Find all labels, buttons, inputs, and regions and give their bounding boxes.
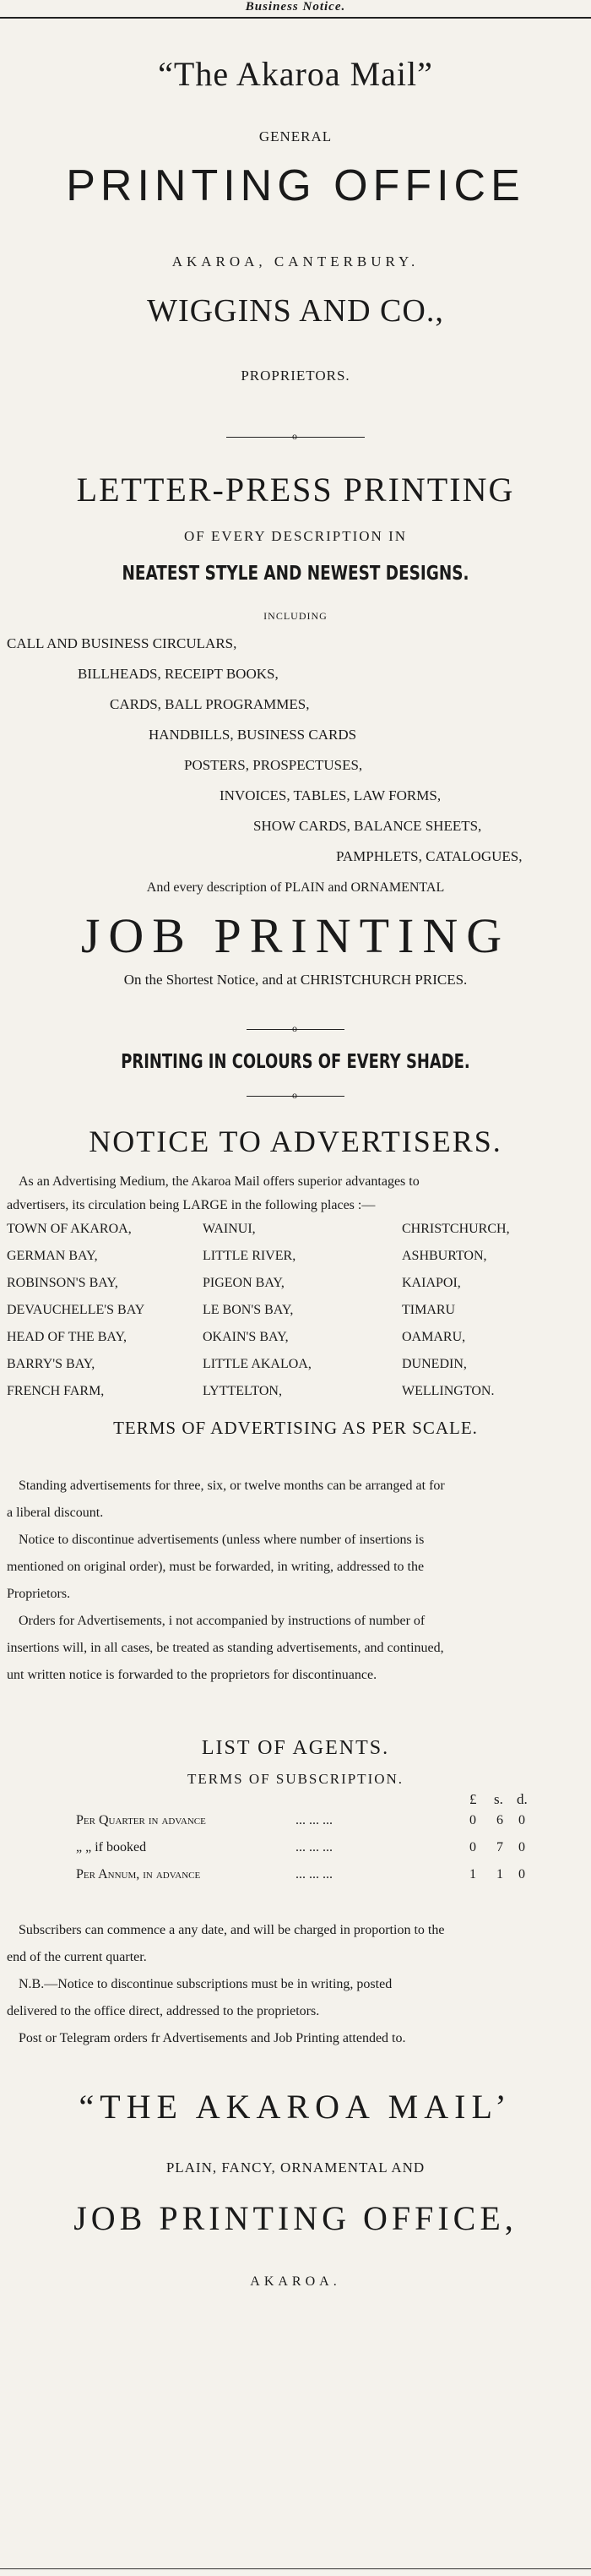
place: ROBINSON'S BAY, bbox=[7, 1276, 118, 1290]
place: LYTTELTON, bbox=[203, 1384, 282, 1398]
service-item: PAMPHLETS, CATALOGUES, bbox=[336, 848, 523, 864]
masthead-general: GENERAL bbox=[258, 128, 333, 144]
rate-label: Per Annum, in advance bbox=[76, 1867, 201, 1882]
para-line: N.B.—Notice to discontinue subscriptions must be in writing, posted bbox=[19, 1977, 393, 1991]
bottom-rule bbox=[0, 2568, 591, 2569]
footer-plain-fancy: PLAIN, FANCY, ORNAMENTAL AND bbox=[165, 2159, 426, 2176]
rate-pence: 0 bbox=[518, 1813, 525, 1827]
para-line: mentioned on original order), must be forwarded, in writing, addressed to the bbox=[7, 1560, 425, 1574]
place: OAMARU, bbox=[402, 1330, 466, 1344]
rate-label: Per Quarter in advance bbox=[76, 1813, 206, 1827]
footer-akaroa: AKAROA. bbox=[250, 2274, 341, 2289]
place: TIMARU bbox=[402, 1303, 456, 1317]
place: LE BON'S BAY, bbox=[203, 1303, 294, 1317]
para-line: end of the current quarter. bbox=[7, 1950, 147, 1964]
divider-ornament: o bbox=[292, 430, 297, 442]
colours-line: PRINTING IN COLOURS OF EVERY SHADE. bbox=[121, 1051, 470, 1073]
rate-dots: ... ... ... bbox=[296, 1867, 333, 1882]
place: HEAD OF THE BAY, bbox=[7, 1330, 127, 1344]
footer-job-office: JOB PRINTING OFFICE, bbox=[73, 2199, 518, 2237]
rate-shillings: 6 bbox=[496, 1813, 503, 1827]
service-item: BILLHEADS, RECEIPT BOOKS, bbox=[78, 666, 279, 682]
place: DUNEDIN, bbox=[402, 1357, 467, 1371]
para-line: Subscribers can commence a any date, and will be charged in proportion to the bbox=[19, 1923, 445, 1937]
rate-pounds: 0 bbox=[469, 1840, 476, 1854]
place: TOWN OF AKAROA, bbox=[7, 1222, 132, 1236]
place: DEVAUCHELLE'S BAY bbox=[7, 1303, 145, 1317]
para-line: Orders for Advertisements, i not accompanied by instructions of number of bbox=[19, 1614, 426, 1628]
divider-ornament: o bbox=[292, 1022, 297, 1034]
rate-pounds: 0 bbox=[469, 1813, 476, 1827]
masthead-firm: WIGGINS AND CO., bbox=[147, 293, 444, 329]
advertising-terms: TERMS OF ADVERTISING AS PER SCALE. bbox=[113, 1418, 478, 1438]
place: WAINUI, bbox=[203, 1222, 256, 1236]
service-item: HANDBILLS, BUSINESS CARDS bbox=[149, 727, 357, 743]
place: PIGEON BAY, bbox=[203, 1276, 285, 1290]
shortest-notice: On the Shortest Notice, and at CHRISTCHURCH PRICES. bbox=[123, 972, 468, 988]
advertisers-intro-1: As an Advertising Medium, the Akaroa Mail offers superior advantages to bbox=[19, 1174, 420, 1189]
subscription-heading: TERMS OF SUBSCRIPTION. bbox=[187, 1771, 404, 1787]
masthead-location: AKAROA, CANTERBURY. bbox=[171, 253, 420, 270]
neatest-style: NEATEST STYLE AND NEWEST DESIGNS. bbox=[122, 563, 469, 585]
header-label: Business Notice. bbox=[245, 0, 346, 14]
service-item: CALL AND BUSINESS CIRCULARS, bbox=[7, 635, 237, 651]
every-description: OF EVERY DESCRIPTION IN bbox=[183, 528, 408, 544]
rate-shillings: 1 bbox=[496, 1867, 503, 1882]
service-item: SHOW CARDS, BALANCE SHEETS, bbox=[253, 818, 482, 834]
place: CHRISTCHURCH, bbox=[402, 1222, 510, 1236]
rate-pence: 0 bbox=[518, 1867, 525, 1882]
para-line: insertions will, in all cases, be treated as standing advertisements, and continued, bbox=[7, 1641, 444, 1655]
currency-pence: d. bbox=[517, 1791, 528, 1807]
place: WELLINGTON. bbox=[402, 1384, 495, 1398]
divider-ornament: o bbox=[292, 1089, 297, 1101]
place: BARRY'S BAY, bbox=[7, 1357, 95, 1371]
para-line: Proprietors. bbox=[7, 1587, 71, 1601]
place: KAIAPOI, bbox=[402, 1276, 461, 1290]
advertisers-intro-2: advertisers, its circulation being LARGE in the following places :— bbox=[7, 1198, 376, 1212]
rate-dots: ... ... ... bbox=[296, 1840, 333, 1854]
place: OKAIN'S BAY, bbox=[203, 1330, 289, 1344]
para-line: Standing advertisements for three, six, or twelve months can be arranged at for bbox=[19, 1479, 445, 1493]
service-item: CARDS, BALL PROGRAMMES, bbox=[110, 696, 310, 712]
place: FRENCH FARM, bbox=[7, 1384, 105, 1398]
para-line: Post or Telegram orders fr Advertisements and Job Printing attended to. bbox=[19, 2031, 406, 2045]
job-printing-heading: JOB PRINTING bbox=[80, 908, 511, 963]
rate-shillings: 7 bbox=[496, 1840, 503, 1854]
currency-pounds: £ bbox=[469, 1791, 477, 1807]
agents-heading: LIST OF AGENTS. bbox=[201, 1737, 390, 1759]
para-line: delivered to the office direct, addressed to the proprietors. bbox=[7, 2004, 320, 2018]
place: LITTLE RIVER, bbox=[203, 1249, 296, 1263]
letterpress-heading: LETTER-PRESS PRINTING bbox=[76, 471, 515, 509]
para-line: unt written notice is forwarded to the proprietors for discontinuance. bbox=[7, 1668, 377, 1682]
service-item: INVOICES, TABLES, LAW FORMS, bbox=[220, 787, 442, 803]
place: LITTLE AKALOA, bbox=[203, 1357, 312, 1371]
rate-label: „ „ if booked bbox=[76, 1840, 147, 1854]
header-bar bbox=[0, 0, 591, 19]
rate-pounds: 1 bbox=[469, 1867, 476, 1882]
masthead-proprietors: PROPRIETORS. bbox=[241, 368, 350, 384]
service-item: POSTERS, PROSPECTUSES, bbox=[184, 757, 363, 773]
place: ASHBURTON, bbox=[402, 1249, 487, 1263]
rate-pence: 0 bbox=[518, 1840, 525, 1854]
and-every-description: And every description of PLAIN and ORNAMENTAL bbox=[146, 880, 445, 895]
masthead-printing-office: PRINTING OFFICE bbox=[66, 161, 525, 210]
masthead-title: “The Akaroa Mail” bbox=[158, 55, 433, 93]
footer-title: “THE AKAROA MAIL’ bbox=[79, 2088, 512, 2126]
advertisers-heading: NOTICE TO ADVERTISERS. bbox=[89, 1125, 502, 1158]
including-label: INCLUDING bbox=[263, 610, 328, 622]
place: GERMAN BAY, bbox=[7, 1249, 98, 1263]
para-line: Notice to discontinue advertisements (unless where number of insertions is bbox=[19, 1533, 425, 1547]
para-line: a liberal discount. bbox=[7, 1506, 104, 1520]
rate-dots: ... ... ... bbox=[296, 1813, 333, 1827]
currency-shillings: s. bbox=[494, 1791, 503, 1807]
